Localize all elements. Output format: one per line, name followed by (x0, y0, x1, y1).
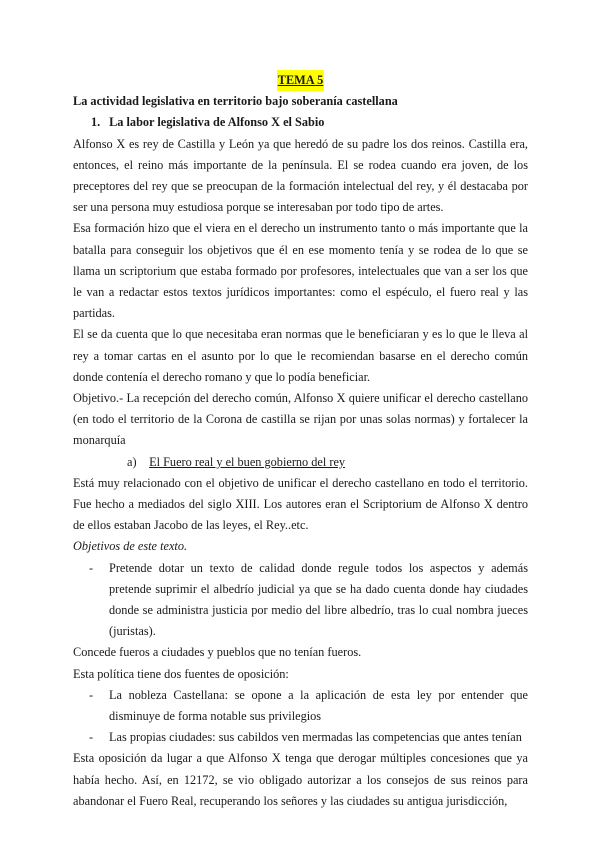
document-content (73, 70, 528, 812)
section-1-heading (73, 112, 528, 133)
subsection-a-heading (73, 452, 528, 473)
list-item (73, 685, 528, 727)
paragraph-concede: Concede fueros a ciudades y pueblos que no tenían fueros. (73, 645, 362, 660)
main-heading: La actividad legislativa en territorio bajo soberanía castellana (73, 94, 398, 109)
section-1-title: La labor legislativa de Alfonso X el Sabio (109, 115, 325, 130)
paragraph-alfonso: Alfonso X es rey de Castilla y León ya que heredó de su padre los dos reinos. Castilla era, entonces, el reino más importante de la península. El se rodea cuando era joven, de los preceptores del rey que se preocupan de la formación intelectual del rey, y él destacaba por ser una persona muy estudiosa porque se interesaban por todo tipo de artes. (73, 136, 528, 215)
paragraph-normas: El se da cuenta que lo que necesitaba eran normas que le beneficiaran y es lo que le lleva al rey a tomar cartas en el asunto por lo que le recomiendan basarse en el derecho común donde contenía el derecho romano y que lo podía beneficiar. (73, 327, 528, 384)
dash-bullet: - (89, 560, 94, 575)
objetivos-label: Objetivos de este texto. (73, 539, 188, 554)
dash-bullet: - (89, 687, 94, 702)
bullet-list-2 (73, 685, 528, 749)
subsection-a-letter: a) (127, 454, 137, 469)
paragraph-final: Esta oposición da lugar a que Alfonso X tenga que derogar múltiples concesiones que ya había hecho. Así, en 12172, se vio obligado autorizar a los consejos de sus reinos para abandonar el Fuero Real, recuperando los señores y las ciudades su antigua jurisdicción, (73, 751, 528, 808)
paragraph-politica: Esta política tiene dos fuentes de oposición: (73, 666, 289, 681)
paragraph-fuero: Está muy relacionado con el objetivo de unificar el derecho castellano en todo el territorio. Fue hecho a mediados del siglo XIII. Los autores eran el Scriptorium de Alfonso X dentro de ellos estaban Jacobo de las leyes, el Rey..etc. (73, 475, 528, 533)
list-item-text: La nobleza Castellana: se opone a la aplicación de esta ley por entender que disminuye de forma notable sus privilegios (109, 687, 528, 724)
title-row (73, 70, 528, 91)
paragraph-objetivo: Objetivo.- La recepción del derecho común, Alfonso X quiere unificar el derecho castellano (en todo el territorio de la Corona de castilla se rijan por unas solas normas) y fortalecer la monarquía (73, 391, 528, 448)
list-item-text: Las propias ciudades: sus cabildos ven mermadas las competencias que antes tenían (109, 730, 522, 745)
list-item (73, 727, 528, 748)
paragraph-formacion: Esa formación hizo que el viera en el derecho un instrumento tanto o más importante que la batalla para conseguir los objetivos que él en ese momento tenía y se rodea de lo que se llama un scriptorium que estaba formado por profesores, intelectuales que van a ser los que le van a redactar estos textos jurídicos importantes: como el espéculo, el fuero real y las partidas. (73, 221, 528, 321)
list-item (73, 558, 528, 643)
section-1-number: 1. (91, 115, 101, 130)
list-item-text: Pretende dotar un texto de calidad donde regule todos los aspectos y además pretende suprimir el albedrío judicial ya que se ha dado cuenta donde hay ciudades donde se administra justicia por medio del libre albedrío, tras lo cual nombra jueces (juristas). (109, 560, 528, 639)
subsection-a-title: El Fuero real y el buen gobierno del rey (149, 454, 346, 469)
dash-bullet: - (89, 730, 94, 745)
bullet-list-1 (73, 558, 528, 643)
document-title: TEMA 5 (277, 70, 324, 91)
